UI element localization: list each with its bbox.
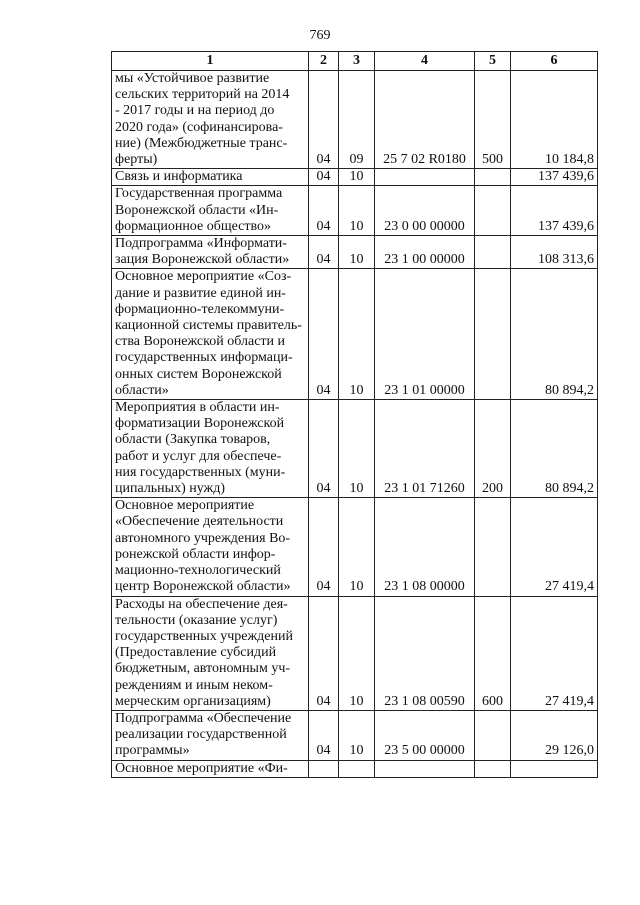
section-code-cell: 04: [309, 269, 339, 400]
section-code-cell: 04: [309, 186, 339, 236]
expense-type-cell: [475, 169, 511, 186]
empty-cell: [475, 760, 511, 777]
table-row: [112, 400, 598, 498]
page-number: 769: [309, 28, 331, 43]
table-row: [112, 169, 598, 186]
subsection-code-cell: 10: [339, 498, 375, 596]
subsection-code-cell: 10: [339, 596, 375, 710]
amount-cell: 137 439,6: [511, 169, 598, 186]
amount-cell: 10 184,8: [511, 71, 598, 169]
expense-type-cell: 600: [475, 596, 511, 710]
header-cell: 2: [309, 52, 339, 71]
row-name-cell: Расходы на обеспечение дея- тельности (оказание услуг) государственных учреждений (Предоставление субсидий бюджетным, автономным уч- реждениям и иным неком- мерческим организациям): [112, 596, 309, 710]
amount-cell: 27 419,4: [511, 498, 598, 596]
table-header-row: [112, 52, 598, 71]
target-article-cell: 23 1 08 00590: [375, 596, 475, 710]
amount-cell: 29 126,0: [511, 710, 598, 760]
table-row: [112, 498, 598, 596]
target-article-cell: 25 7 02 R0180: [375, 71, 475, 169]
subsection-code-cell: 10: [339, 236, 375, 269]
target-article-cell: 23 1 08 00000: [375, 498, 475, 596]
expense-type-cell: [475, 498, 511, 596]
target-article-cell: [375, 169, 475, 186]
section-code-cell: 04: [309, 498, 339, 596]
table-row: [112, 236, 598, 269]
empty-cell: [375, 760, 475, 777]
amount-cell: 80 894,2: [511, 400, 598, 498]
section-code-cell: 04: [309, 71, 339, 169]
row-name-cell: Основное мероприятие «Фи-: [112, 760, 309, 777]
header-cell: 1: [112, 52, 309, 71]
section-code-cell: 04: [309, 710, 339, 760]
target-article-cell: 23 0 00 00000: [375, 186, 475, 236]
table-row: [112, 269, 598, 400]
table-row: [112, 71, 598, 169]
row-name-cell: Подпрограмма «Обеспечение реализации государственной программы»: [112, 710, 309, 760]
amount-cell: 80 894,2: [511, 269, 598, 400]
header-cell: 4: [375, 52, 475, 71]
section-code-cell: 04: [309, 596, 339, 710]
expense-type-cell: [475, 236, 511, 269]
subsection-code-cell: 10: [339, 186, 375, 236]
table-row: [112, 760, 598, 777]
empty-cell: [511, 760, 598, 777]
amount-cell: 108 313,6: [511, 236, 598, 269]
empty-cell: [309, 760, 339, 777]
section-code-cell: 04: [309, 400, 339, 498]
subsection-code-cell: 10: [339, 400, 375, 498]
table-row: [112, 186, 598, 236]
target-article-cell: 23 5 00 00000: [375, 710, 475, 760]
header-cell: 6: [511, 52, 598, 71]
header-cell: 5: [475, 52, 511, 71]
budget-table: [111, 51, 598, 778]
amount-cell: 137 439,6: [511, 186, 598, 236]
table-row: [112, 596, 598, 710]
target-article-cell: 23 1 01 71260: [375, 400, 475, 498]
subsection-code-cell: 10: [339, 169, 375, 186]
target-article-cell: 23 1 01 00000: [375, 269, 475, 400]
row-name-cell: Мероприятия в области ин- форматизации Воронежской области (Закупка товаров, работ и услуг для обеспече- ния государственных (муни- ципальных) нужд): [112, 400, 309, 498]
row-name-cell: Связь и информатика: [112, 169, 309, 186]
row-name-cell: Подпрограмма «Информати- зация Воронежской области»: [112, 236, 309, 269]
amount-cell: 27 419,4: [511, 596, 598, 710]
expense-type-cell: 200: [475, 400, 511, 498]
expense-type-cell: [475, 269, 511, 400]
table-row: [112, 710, 598, 760]
header-cell: 3: [339, 52, 375, 71]
row-name-cell: Основное мероприятие «Соз- дание и развитие единой ин- формационно-телекоммуни- кационной системы правитель- ства Воронежской области и государственных информаци- онных систем Воронежской области»: [112, 269, 309, 400]
row-name-cell: Государственная программа Воронежской области «Ин- формационное общество»: [112, 186, 309, 236]
row-name-cell: Основное мероприятие «Обеспечение деятельности автономного учреждения Во- ронежской области инфор- мационно-технологический центр Воронежской области»: [112, 498, 309, 596]
section-code-cell: 04: [309, 169, 339, 186]
expense-type-cell: [475, 710, 511, 760]
row-name-cell: мы «Устойчивое развитие сельских территорий на 2014 - 2017 годы и на период до 2020 года» (софинансирова- ние) (Межбюджетные транс- ферты): [112, 71, 309, 169]
subsection-code-cell: 10: [339, 269, 375, 400]
section-code-cell: 04: [309, 236, 339, 269]
expense-type-cell: 500: [475, 71, 511, 169]
subsection-code-cell: 09: [339, 71, 375, 169]
expense-type-cell: [475, 186, 511, 236]
subsection-code-cell: 10: [339, 710, 375, 760]
target-article-cell: 23 1 00 00000: [375, 236, 475, 269]
empty-cell: [339, 760, 375, 777]
